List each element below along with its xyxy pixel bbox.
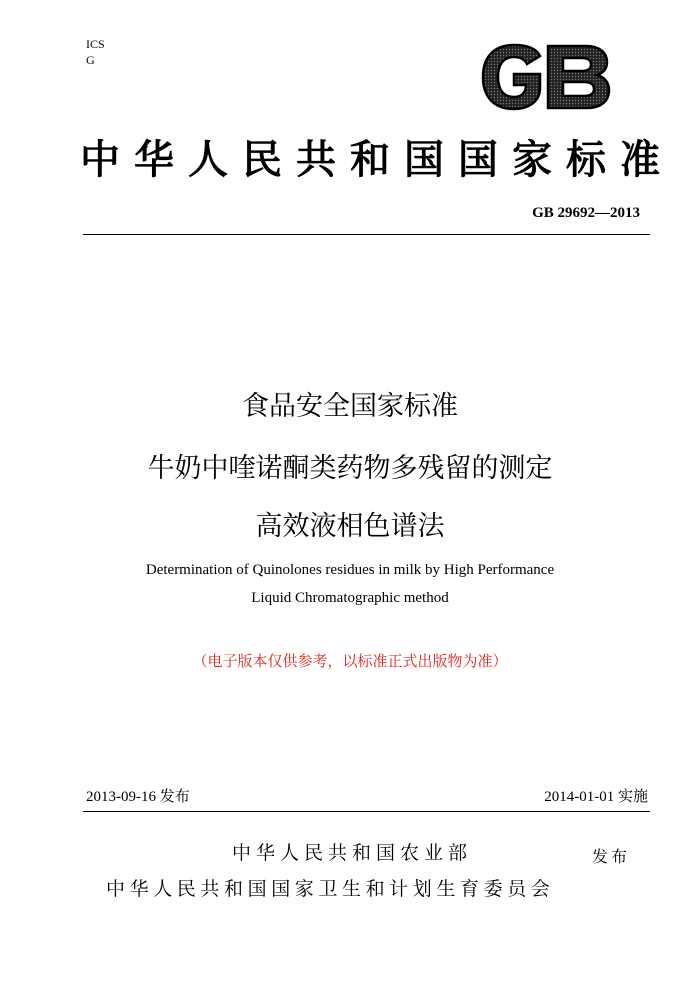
publish-date: 2013-09-16 发布 <box>86 789 190 805</box>
gb-logo <box>478 42 612 112</box>
issuer-health-commission: 中华人民共和国国家卫生和计划生育委员会 <box>106 878 555 900</box>
title-line-1: 食品安全国家标准 <box>242 391 458 422</box>
english-title-line-1: Determination of Quinolones residues in milk by High Performance <box>145 562 555 578</box>
top-divider <box>83 234 650 235</box>
ics-label: ICS <box>86 37 105 51</box>
main-title: 中华人民共和国国家标准 <box>80 137 674 183</box>
publish-label: 发布 <box>592 847 631 866</box>
issuer-ministry-agriculture: 中华人民共和国农业部 <box>232 842 473 864</box>
ics-code <box>86 36 105 68</box>
title-line-2: 牛奶中喹诺酮类药物多残留的测定 <box>147 453 553 484</box>
reference-note: （电子版本仅供参考，以标准正式出版物为准） <box>192 652 508 670</box>
english-title-line-2: Liquid Chromatographic method <box>251 590 449 606</box>
ics-category: G <box>86 53 95 67</box>
bottom-divider <box>83 811 650 812</box>
implement-date: 2014-01-01 实施 <box>544 789 648 805</box>
standard-number: GB 29692—2013 <box>532 205 640 221</box>
title-line-3: 高效液相色谱法 <box>255 511 445 542</box>
